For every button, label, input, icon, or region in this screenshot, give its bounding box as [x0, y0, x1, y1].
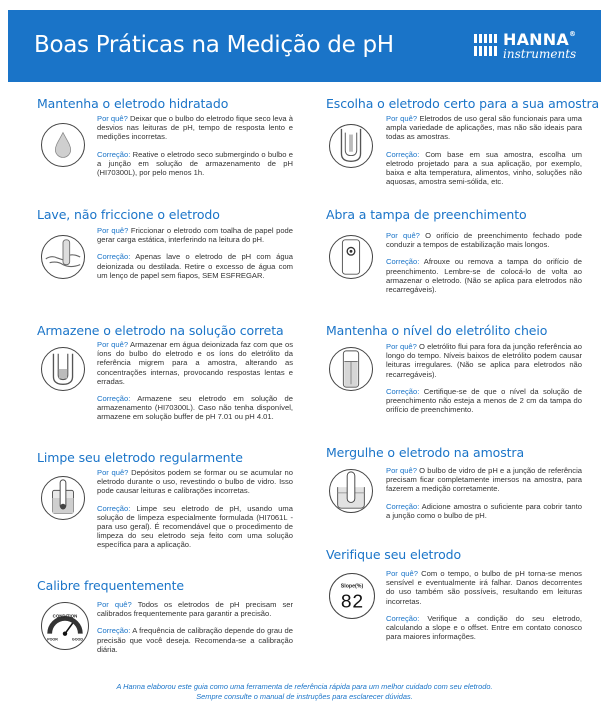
section-electrolyte-level	[326, 323, 582, 443]
svg-text:CONDITION: CONDITION	[52, 613, 78, 619]
section-immerse	[326, 445, 582, 545]
why-text: Por quê? Deixar que o bulbo do eletrodo fique seco leva à desvios nas leituras de pH, tempo de resposta lento e medições incorretas.	[97, 114, 293, 142]
fix-text: Correção: Verifique a condição do seu eletrodo, calculando a slope e o offset. Entre em contato conosco para maiores informações.	[386, 613, 582, 642]
section-hydrated	[37, 96, 293, 196]
hanna-logo	[473, 30, 583, 66]
logo-subtitle: instruments	[503, 47, 577, 61]
why-text: Por quê? O orifício de preenchimento fechado pode conduzir a tempos de estabilização mais longos.	[386, 231, 582, 250]
svg-text:82: 82	[340, 591, 364, 614]
hanna-logo-icon	[473, 32, 499, 58]
page-title: Boas Práticas na Medição de pH	[34, 32, 394, 58]
washing-electrode-icon	[41, 235, 85, 279]
fix-text: Correção: Adicione amostra o suficiente para cobrir tanto a junção como o bulbo de pH.	[386, 501, 582, 520]
why-text: Por quê? Armazenar em água deionizada faz com que os íons do bulbo do eletrodo e os íons do eletrólito da referência migrem para a amostra, alterando as concentrações internas, provocando respostas lentas e erradas.	[97, 340, 293, 386]
logo-brand: HANNA®	[503, 30, 577, 49]
footer-line-2: Sempre consulte o manual de instruções para esclarecer dúvidas.	[196, 692, 413, 701]
why-text: Por quê? Eletrodos de uso geral são funcionais para uma ampla variedade de aplicações, mas não são ideais para todas as amostras.	[386, 114, 582, 142]
section-store	[37, 323, 293, 443]
fix-text: Correção: Com base em sua amostra, escolha um eletrodo projetado para a sua aplicação, por exemplo, baixa e alta temperatura, alimentos, vinho, soluções não aquosas, amostra semi-sólida, etc.	[386, 149, 582, 187]
svg-text:Slope(%): Slope(%)	[340, 583, 364, 590]
section-title: Abra a tampa de preenchimento	[326, 207, 527, 222]
fill-hole-icon	[329, 235, 373, 279]
section-title: Mantenha o eletrodo hidratado	[37, 96, 229, 111]
storage-cap-icon	[41, 347, 85, 391]
section-title: Escolha o eletrodo certo para a sua amostra	[326, 96, 600, 111]
why-text: Por quê? O bulbo de vidro de pH e a junção de referência precisam ficar completamente imersos na amostra, para fazerem a medição corretamente.	[386, 466, 582, 494]
fix-text: Correção: A frequência de calibração depende do grau de precisão que você deseja. Recomenda-se a calibração diária.	[97, 626, 293, 654]
slope-display-icon	[329, 573, 375, 619]
section-title: Verifique seu eletrodo	[326, 547, 462, 562]
why-text: Por quê? O eletrólito flui para fora da junção referência ao longo do tempo. Níveis baixos de eletrólito podem causar leituras irregulares. (Não se aplica para eletrodos não recarregáveis).	[386, 342, 582, 379]
condition-gauge-icon	[41, 602, 89, 650]
fix-text: Correção: Limpe seu eletrodo de pH, usando uma solução de limpeza especialmente formulada (HI7061L - para uso geral). É recomendável que o procedimento de limpeza do seu eletrodo seja feito com uma solução específica para a aplicação.	[97, 503, 293, 550]
water-drop-icon	[41, 123, 85, 167]
fix-text: Correção: Armazene seu eletrodo em solução de armazenamento (HI70300L). Caso não tenha disponível, armazene em solução buffer de pH 7.01 ou pH 4.01.	[97, 394, 293, 422]
svg-text:POOR: POOR	[47, 637, 58, 642]
fix-text: Correção: Reative o eletrodo seco submergindo o bulbo e a junção em solução de armazenamento de pH (HI70300L), por pelo menos 1h.	[97, 149, 293, 178]
footer-note	[0, 682, 609, 702]
section-title: Calibre frequentemente	[37, 578, 184, 593]
section-title: Limpe seu eletrodo regularmente	[37, 450, 243, 465]
cleaning-beaker-icon	[41, 476, 85, 520]
footer-line-1: A Hanna elaborou este guia como uma ferramenta de referência rápida para um melhor cuidado com seu eletrodo.	[116, 682, 493, 691]
section-title: Mantenha o nível do eletrólito cheio	[326, 323, 548, 338]
section-title: Mergulhe o eletrodo na amostra	[326, 445, 525, 460]
section-title: Lave, não friccione o eletrodo	[37, 207, 220, 222]
why-text: Por quê? Todos os eletrodos de pH precisam ser calibrados frequentemente para garantir a precisão.	[97, 600, 293, 619]
section-title: Armazene o eletrodo na solução correta	[37, 323, 284, 338]
section-wash	[37, 207, 293, 317]
section-verify	[326, 547, 582, 667]
section-calibrate	[37, 578, 293, 678]
section-clean	[37, 450, 293, 570]
fix-text: Correção: Afrouxe ou remova a tampa do orifício de preenchimento. Lembre-se de colocá-lo de volta ao armazenar o eletrodo. (Não se aplica para eletrodos não recarregáveis).	[386, 257, 582, 295]
fix-text: Correção: Certifique-se de que o nível da solução de preenchimento não esteja a menos de 2 cm da tampa do orifício de preenchimento.	[386, 386, 582, 415]
header-banner	[8, 10, 601, 82]
section-choose	[326, 96, 600, 206]
section-fill-cap	[326, 207, 582, 317]
electrolyte-level-icon	[329, 347, 373, 391]
electrode-choice-icon	[329, 124, 373, 168]
why-text: Por quê? Depósitos podem se formar ou se acumular no eletrodo durante o uso, revestindo o bulbo de vidro. Isso pode causar leituras e calibrações incorretas.	[97, 468, 293, 496]
why-text: Por quê? Com o tempo, o bulbo de pH torna-se menos sensível e eventualmente irá falhar. Danos decorrentes do uso também são possíveis, resultando em leituras incorretas.	[386, 569, 582, 606]
why-text: Por quê? Friccionar o eletrodo com toalha de papel pode gerar carga estática, interferindo na leitura do pH.	[97, 226, 293, 245]
svg-text:GOOD: GOOD	[71, 637, 83, 642]
fix-text: Correção: Apenas lave o eletrodo de pH com água deionizada ou destilada. Retire o excesso de água com um lenço de papel sem fiapos, SEM ESFREGAR.	[97, 252, 293, 280]
immersed-electrode-icon	[329, 469, 373, 513]
